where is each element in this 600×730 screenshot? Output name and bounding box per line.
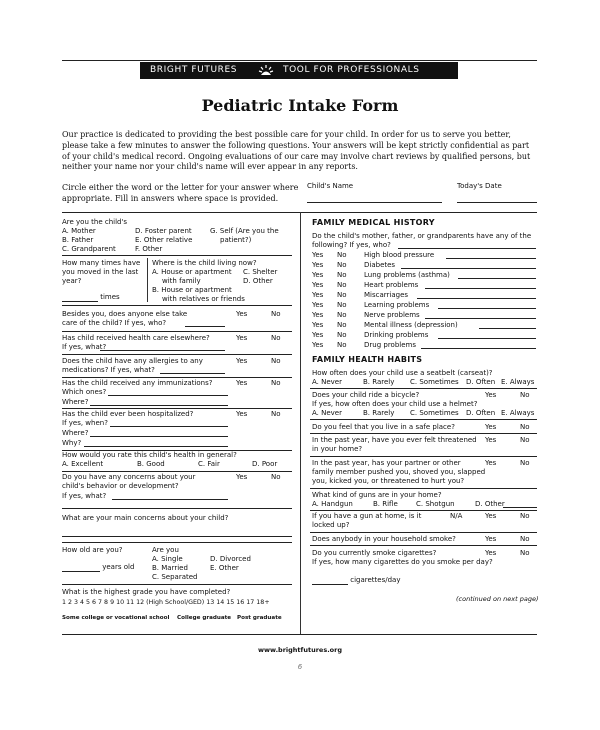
allergies-no[interactable]: No	[271, 357, 281, 365]
living-option-a-2: with family	[162, 277, 201, 285]
smoke-you-question-2: If yes, how many cigarettes do you smoke per day?	[312, 558, 493, 566]
age-suffix: years old	[102, 563, 135, 571]
divider	[310, 545, 537, 546]
fmh-row-label: Learning problems	[364, 301, 430, 309]
living-option-d[interactable]: D. Other	[243, 277, 273, 285]
grade-question: What is the highest grade you have completed?	[62, 588, 231, 596]
care-no[interactable]: No	[271, 310, 281, 318]
fmh-row-yes[interactable]: Yes	[312, 281, 324, 289]
fmh-row-yes[interactable]: Yes	[312, 301, 324, 309]
allergies-yes[interactable]: Yes	[236, 357, 248, 365]
cigarettes-answer[interactable]	[312, 576, 400, 585]
page-title: Pediatric Intake Form	[201, 96, 399, 115]
marital-question: Are you	[152, 546, 179, 554]
fmh-row-no[interactable]: No	[337, 261, 347, 269]
footer-url[interactable]: www.brightfutures.org	[257, 646, 342, 654]
marital-option-c[interactable]: C. Separated	[152, 573, 198, 581]
divider	[62, 305, 292, 306]
divider	[310, 532, 537, 533]
moved-question-3: year?	[62, 277, 82, 285]
bicycle-question-2: If yes, how often does your child use a helmet?	[312, 400, 478, 408]
rate-health-option-d[interactable]: D. Poor	[252, 460, 278, 468]
smoke-you-yes[interactable]: Yes	[485, 549, 497, 557]
grade-sub-3: Post graduate	[237, 615, 282, 621]
care-yes[interactable]: Yes	[236, 310, 248, 318]
partner-question-1: In the past year, has your partner or other	[312, 459, 461, 467]
marital-option-b[interactable]: B. Married	[152, 564, 188, 572]
family-health-habits-heading: FAMILY HEALTH HABITS	[312, 355, 423, 364]
locked-no[interactable]: No	[520, 512, 530, 520]
immunizations-which-field[interactable]	[108, 395, 228, 396]
child-name-field[interactable]	[307, 202, 442, 203]
smoke-you-no[interactable]: No	[520, 549, 530, 557]
guns-option-c[interactable]: C. Shotgun	[416, 500, 455, 508]
care-question-1: Besides you, does anyone else take	[62, 310, 188, 318]
page-number: 6	[297, 663, 303, 671]
rate-health-option-a[interactable]: A. Excellent	[62, 460, 104, 468]
fmh-row-no[interactable]: No	[337, 291, 347, 299]
main-concerns-field[interactable]	[62, 536, 292, 537]
immunizations-question-1: Has the child received any immunizations?	[62, 379, 213, 387]
fmh-row-no[interactable]: No	[337, 311, 347, 319]
smoke-household-yes[interactable]: Yes	[485, 535, 497, 543]
immunizations-question-2: Which ones?	[62, 388, 107, 396]
divider	[62, 377, 292, 378]
fmh-row-label: High blood pressure	[364, 251, 435, 259]
helmet-option-d[interactable]: D. Often	[466, 409, 496, 417]
age-question: How old are you?	[62, 546, 123, 554]
divider	[62, 331, 292, 332]
fmh-row-field[interactable]	[421, 348, 536, 349]
living-option-c[interactable]: C. Shelter	[243, 268, 278, 276]
fmh-row-label: Lung problems (asthma)	[364, 271, 450, 279]
fmh-row-label: Heart problems	[364, 281, 419, 289]
immunizations-yes[interactable]: Yes	[236, 379, 248, 387]
fmh-who-field[interactable]	[398, 248, 536, 249]
divider	[62, 471, 292, 472]
behavior-yes[interactable]: Yes	[236, 473, 248, 481]
bicycle-question-1: Does your child ride a bicycle?	[312, 391, 420, 399]
relation-question: Are you the child's	[62, 218, 128, 226]
seatbelt-option-b[interactable]: B. Rarely	[363, 378, 395, 386]
top-rule	[62, 60, 537, 61]
divider	[310, 456, 537, 457]
threatened-no[interactable]: No	[520, 436, 530, 444]
seatbelt-option-d[interactable]: D. Often	[466, 378, 496, 386]
fmh-row-label: Drinking problems	[364, 331, 429, 339]
behavior-question-2: child's behavior or development?	[62, 482, 179, 490]
fmh-row-no[interactable]: No	[337, 281, 347, 289]
relation-option-g-label: G. Self	[210, 227, 234, 235]
hospitalized-question-1: Has the child ever been hospitalized?	[62, 410, 194, 418]
divider	[62, 584, 292, 585]
fmh-row-field[interactable]	[479, 328, 536, 329]
behavior-question-1: Do you have any concerns about your	[62, 473, 196, 481]
partner-question-2: family member pushed you, shoved you, slapped	[312, 468, 486, 476]
column-divider	[300, 212, 301, 634]
living-option-b[interactable]: B. House or apartment	[152, 286, 232, 294]
fmh-row-field[interactable]	[425, 318, 536, 319]
healthcare-question-1: Has child received health care elsewhere?	[62, 334, 210, 342]
brand-name: BRIGHT FUTURES	[150, 65, 238, 75]
marital-option-e[interactable]: E. Other	[210, 564, 239, 572]
fmh-row-yes[interactable]: Yes	[312, 291, 324, 299]
sun-logo-icon	[258, 64, 274, 77]
care-field[interactable]	[185, 326, 225, 327]
divider	[62, 508, 292, 509]
behavior-no[interactable]: No	[271, 473, 281, 481]
grade-sub-2: College graduate	[177, 615, 232, 621]
hospitalized-yes[interactable]: Yes	[236, 410, 248, 418]
locked-question-1: If you have a gun at home, is it	[312, 512, 422, 520]
fmh-row-no[interactable]: No	[337, 341, 347, 349]
relation-option-g-note: (Are you the	[235, 227, 279, 235]
fmh-row-yes[interactable]: Yes	[312, 341, 324, 349]
seatbelt-option-a[interactable]: A. Never	[312, 378, 342, 386]
bicycle-yes[interactable]: Yes	[485, 391, 497, 399]
fmh-row-label: Drug problems	[364, 341, 416, 349]
fmh-row-label: Miscarriages	[364, 291, 409, 299]
marital-option-a[interactable]: A. Single	[152, 555, 183, 563]
rate-health-option-c[interactable]: C. Fair	[198, 460, 220, 468]
moved-answer[interactable]	[62, 293, 120, 302]
smoke-household-no[interactable]: No	[520, 535, 530, 543]
grade-scale[interactable]: 1 2 3 4 5 6 7 8 9 10 11 12 (High School/GED) 13 14 15 16 17 18+	[62, 599, 270, 606]
relation-option-a[interactable]: A. Mother	[62, 227, 96, 235]
fmh-question-2: following? If yes, who?	[312, 241, 391, 249]
immunizations-where-field[interactable]	[90, 405, 228, 406]
inner-divider	[147, 258, 148, 302]
guns-option-d[interactable]: D. Other	[475, 500, 505, 508]
fmh-row-no[interactable]: No	[337, 321, 347, 329]
intro-paragraph: Our practice is dedicated to providing the best possible care for your child. In order for us to serve you better, please take a few minutes to answer the following questions. Your answers will be kept strictly confidential as part of your child's medical record. Ongoing evaluations of our care may involve chart reviews by qualified persons, but neither your name nor your child's name will ever appear in any reports.	[62, 130, 531, 172]
behavior-field[interactable]	[112, 499, 228, 500]
threatened-yes[interactable]: Yes	[485, 436, 497, 444]
divider	[310, 419, 537, 420]
age-answer[interactable]	[62, 563, 134, 572]
divider	[62, 542, 292, 543]
partner-no[interactable]: No	[520, 459, 530, 467]
allergies-question-1: Does the child have any allergies to any	[62, 357, 203, 365]
hospitalized-question-2: If yes, when?	[62, 419, 108, 427]
fmh-row-field[interactable]	[438, 308, 536, 309]
moved-question-2: you moved in the last	[62, 268, 139, 276]
fmh-row-field[interactable]	[458, 278, 536, 279]
divider	[62, 255, 292, 256]
divider	[62, 408, 292, 409]
threatened-question-1: In the past year, have you ever felt threatened	[312, 436, 477, 444]
fmh-row-field[interactable]	[417, 298, 536, 299]
hospitalized-question-4: Why?	[62, 439, 82, 447]
rate-health-option-b[interactable]: B. Good	[137, 460, 165, 468]
locked-na[interactable]: N/A	[450, 512, 463, 520]
healthcare-no[interactable]: No	[271, 334, 281, 342]
rate-health-question: How would you rate this child's health in general?	[62, 451, 237, 459]
fmh-row-yes[interactable]: Yes	[312, 271, 324, 279]
hospitalized-question-3: Where?	[62, 429, 89, 437]
hospitalized-when-field[interactable]	[110, 426, 228, 427]
hospitalized-no[interactable]: No	[271, 410, 281, 418]
fmh-row-no[interactable]: No	[337, 331, 347, 339]
moved-suffix: times	[100, 293, 120, 301]
relation-option-g[interactable]	[210, 227, 279, 236]
fmh-row-field[interactable]	[446, 258, 536, 259]
hospitalized-why-field[interactable]	[84, 446, 228, 447]
guns-other-field[interactable]	[503, 507, 537, 508]
partner-question-3: you, kicked you, or threatened to hurt you?	[312, 477, 465, 485]
date-field[interactable]	[457, 202, 537, 203]
instructions: Circle either the word or the letter for your answer where appropriate. Fill in answers where space is provided.	[62, 183, 299, 203]
threatened-question-2: in your home?	[312, 445, 363, 453]
relation-option-f[interactable]: F. Other	[135, 245, 163, 253]
smoke-you-question-1: Do you currently smoke cigarettes?	[312, 549, 437, 557]
fmh-row-yes[interactable]: Yes	[312, 311, 324, 319]
relation-option-g-note2: patient?)	[220, 236, 252, 244]
immunizations-no[interactable]: No	[271, 379, 281, 387]
fmh-row-field[interactable]	[425, 288, 536, 289]
fmh-row-yes[interactable]: Yes	[312, 321, 324, 329]
fmh-row-no[interactable]: No	[337, 301, 347, 309]
fmh-question-1: Do the child's mother, father, or grandparents have any of the	[312, 232, 532, 240]
allergies-question-2: medications? If yes, what?	[62, 366, 155, 374]
relation-option-d[interactable]: D. Foster parent	[135, 227, 192, 235]
continued-note: (continued on next page)	[456, 595, 539, 603]
seatbelt-option-c[interactable]: C. Sometimes	[410, 378, 459, 386]
divider	[310, 433, 537, 434]
living-question: Where is the child living now?	[152, 259, 257, 267]
fmh-row-label: Diabetes	[364, 261, 396, 269]
helmet-option-e[interactable]: E. Always	[501, 409, 535, 417]
relation-option-c[interactable]: C. Grandparent	[62, 245, 116, 253]
safe-place-no[interactable]: No	[520, 423, 530, 431]
locked-yes[interactable]: Yes	[485, 512, 497, 520]
healthcare-field[interactable]	[100, 350, 225, 351]
divider	[310, 388, 537, 389]
tool-label: TOOL FOR PROFESSIONALS	[283, 65, 420, 75]
child-name-label: Child's Name	[307, 182, 354, 190]
seatbelt-question: How often does your child use a seatbelt (carseat)?	[312, 369, 493, 377]
fmh-row-yes[interactable]: Yes	[312, 251, 324, 259]
hospitalized-where-field[interactable]	[90, 436, 228, 437]
grade-sub-1: Some college or vocational school	[62, 615, 170, 621]
living-option-a[interactable]: A. House or apartment	[152, 268, 232, 276]
header-banner	[140, 62, 458, 79]
date-label: Today's Date	[457, 182, 502, 190]
family-medical-history-heading: FAMILY MEDICAL HISTORY	[312, 218, 435, 227]
healthcare-yes[interactable]: Yes	[236, 334, 248, 342]
divider	[310, 488, 537, 489]
locked-question-2: locked up?	[312, 521, 350, 529]
living-option-b-2: with relatives or friends	[162, 295, 245, 303]
fmh-row-label: Mental illness (depression)	[364, 321, 458, 329]
fmh-row-no[interactable]: No	[337, 251, 347, 259]
safe-place-yes[interactable]: Yes	[485, 423, 497, 431]
relation-option-e[interactable]: E. Other relative	[135, 236, 193, 244]
guns-question: What kind of guns are in your home?	[312, 491, 442, 499]
moved-question-1: How many times have	[62, 259, 141, 267]
partner-yes[interactable]: Yes	[485, 459, 497, 467]
healthcare-question-2: If yes, what?	[62, 343, 107, 351]
cigarettes-suffix: cigarettes/day	[350, 576, 401, 584]
divider	[310, 510, 537, 511]
fmh-row-no[interactable]: No	[337, 271, 347, 279]
smoke-household-question: Does anybody in your household smoke?	[312, 535, 456, 543]
behavior-question-3: If yes, what?	[62, 492, 107, 500]
main-concerns-question: What are your main concerns about your child?	[62, 514, 229, 522]
fmh-row-label: Nerve problems	[364, 311, 420, 319]
fmh-row-yes[interactable]: Yes	[312, 331, 324, 339]
safe-place-question: Do you feel that you live in a safe place?	[312, 423, 455, 431]
helmet-option-b[interactable]: B. Rarely	[363, 409, 395, 417]
fmh-row-yes[interactable]: Yes	[312, 261, 324, 269]
divider	[62, 354, 292, 355]
relation-option-b[interactable]: B. Father	[62, 236, 94, 244]
helmet-option-c[interactable]: C. Sometimes	[410, 409, 459, 417]
guns-option-b[interactable]: B. Rifle	[373, 500, 398, 508]
fmh-row-field[interactable]	[438, 338, 536, 339]
care-question-2: care of the child? If yes, who?	[62, 319, 167, 327]
guns-option-a[interactable]: A. Handgun	[312, 500, 353, 508]
helmet-option-a[interactable]: A. Never	[312, 409, 342, 417]
bicycle-no[interactable]: No	[520, 391, 530, 399]
allergies-field[interactable]	[160, 373, 225, 374]
seatbelt-option-e[interactable]: E. Always	[501, 378, 535, 386]
bottom-rule	[62, 634, 537, 635]
marital-option-d[interactable]: D. Divorced	[210, 555, 251, 563]
fmh-row-field[interactable]	[401, 268, 536, 269]
immunizations-question-3: Where?	[62, 398, 89, 406]
